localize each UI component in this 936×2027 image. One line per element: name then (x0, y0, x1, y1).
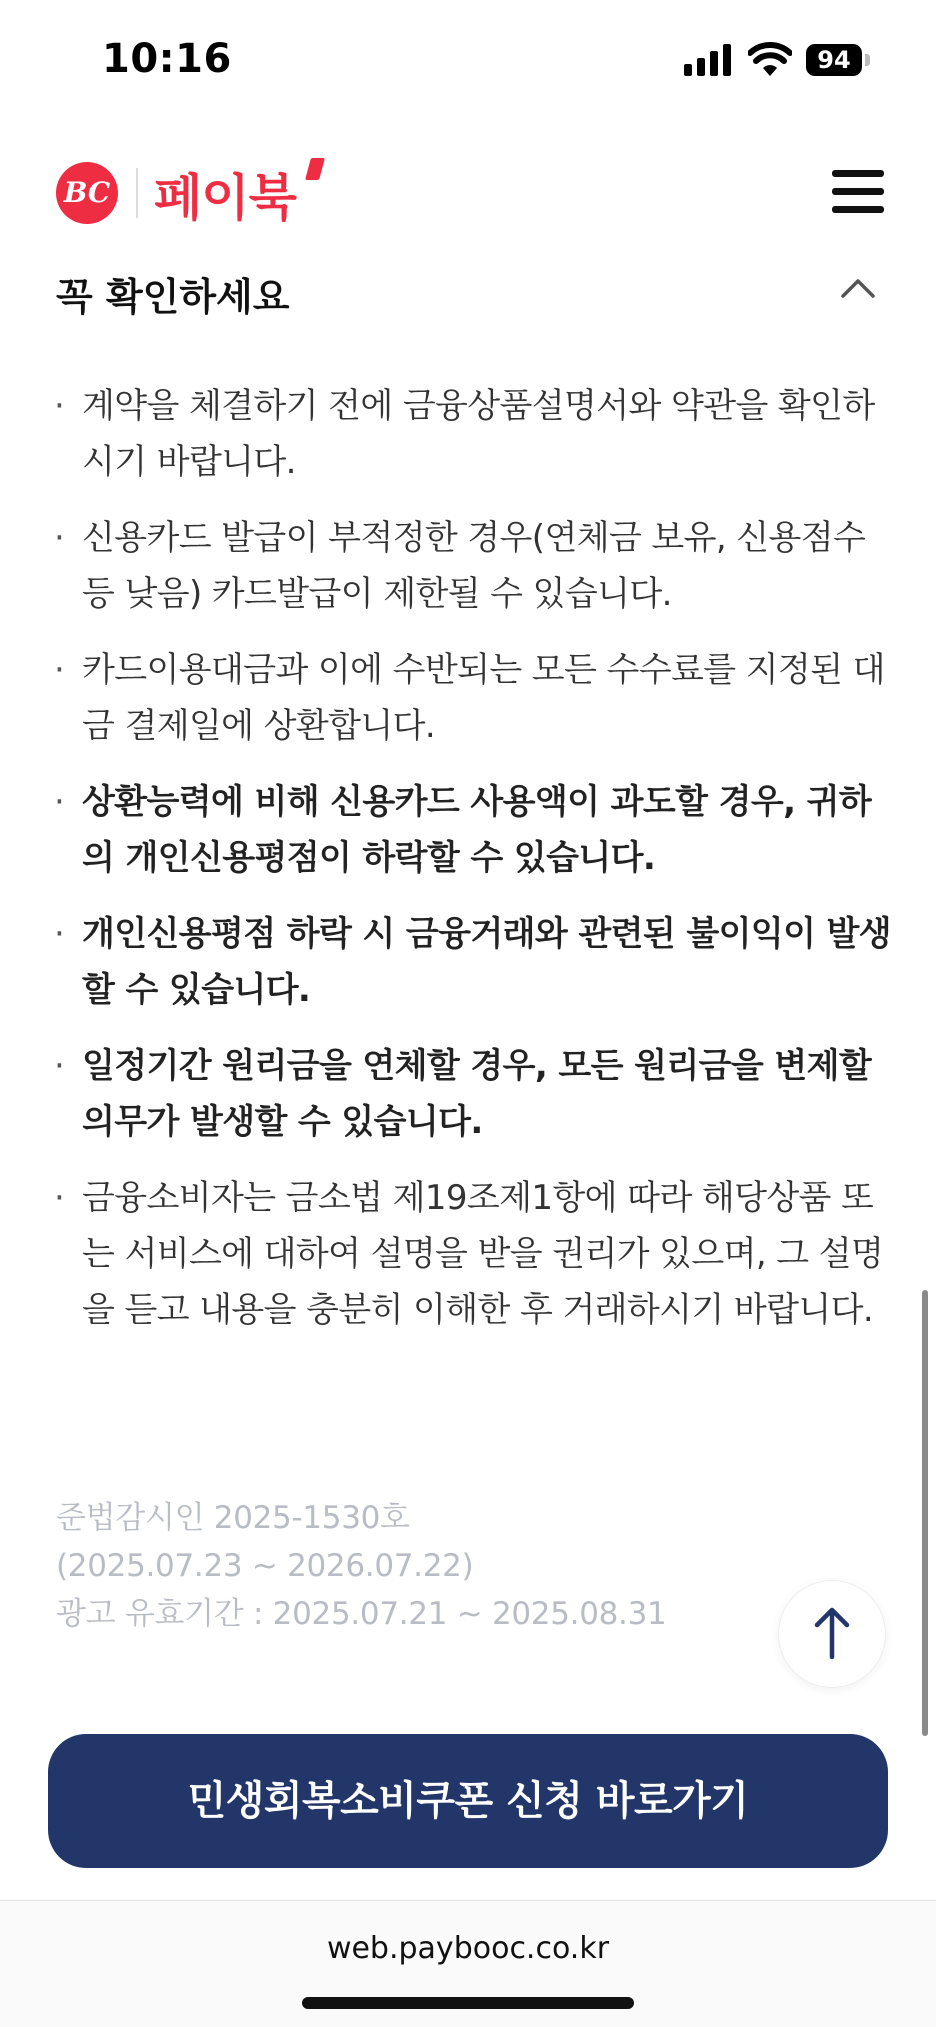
notice-item (52, 642, 892, 754)
notice-item (52, 906, 892, 1018)
bullet-marker: · (54, 650, 65, 690)
notice-item (52, 1170, 892, 1338)
cellular-signal-icon (684, 42, 732, 78)
notice-text: 금융소비자는 금소법 제19조제1항에 따라 해당상품 또는 서비스에 대하여 설명을 받을 권리가 있으며, 그 설명을 듣고 내용을 충분히 이해한 후 거래하시기 바랍니다. (82, 1178, 884, 1330)
wifi-icon (748, 42, 792, 78)
notice-text: 개인신용평점 하락 시 금융거래와 관련된 불이익이 발생할 수 있습니다. (82, 914, 892, 1010)
url-text[interactable]: web.paybooc.co.kr (326, 1931, 610, 1966)
notice-section-header[interactable] (0, 262, 936, 322)
brand-logo-text[interactable]: 페이북 (154, 169, 296, 227)
bullet-marker: · (54, 1046, 65, 1086)
section-title: 꼭 확인하세요 (56, 275, 290, 319)
app-header (0, 140, 936, 240)
home-indicator[interactable] (302, 1997, 634, 2009)
arrow-up-icon (812, 1605, 852, 1661)
chevron-up-icon[interactable] (840, 276, 876, 300)
notice-item (52, 378, 892, 490)
notice-text: 카드이용대금과 이에 수반되는 모든 수수료를 지정된 대금 결제일에 상환합니다. (82, 650, 885, 746)
apply-coupon-button[interactable]: 민생회복소비쿠폰 신청 바로가기 (48, 1734, 888, 1868)
bullet-marker: · (54, 386, 65, 426)
bullet-marker: · (54, 1178, 65, 1218)
scrollbar[interactable] (922, 1290, 928, 1736)
notice-text: 상환능력에 비해 신용카드 사용액이 과도할 경우, 귀하의 개인신용평점이 하락할 수 있습니다. (82, 782, 872, 878)
browser-bar (0, 1900, 936, 2027)
hamburger-icon[interactable] (832, 170, 884, 214)
notice-item (52, 510, 892, 622)
logo-accent (305, 158, 325, 180)
approval-number: 준법감시인 2025-1530호 (56, 1500, 410, 1536)
logo-divider (136, 168, 138, 218)
battery-icon (806, 44, 872, 76)
notice-item (52, 1038, 892, 1150)
scroll-top-button[interactable] (778, 1580, 886, 1688)
notice-text: 신용카드 발급이 부적정한 경우(연체금 보유, 신용점수 등 낮음) 카드발급이 제한될 수 있습니다. (82, 518, 866, 614)
bullet-marker: · (54, 782, 65, 822)
notice-text: 일정기간 원리금을 연체할 경우, 모든 원리금을 변제할 의무가 발생할 수 있습니다. (82, 1046, 872, 1142)
notice-text: 계약을 체결하기 전에 금융상품설명서와 약관을 확인하시기 바랍니다. (82, 386, 875, 482)
bullet-marker: · (54, 914, 65, 954)
status-bar (0, 0, 936, 120)
ad-validity-period: 광고 유효기간 : 2025.07.21 ~ 2025.08.31 (56, 1596, 667, 1632)
bullet-marker: · (54, 518, 65, 558)
status-time: 10:16 (102, 36, 232, 82)
notice-item (52, 774, 892, 886)
approval-info (56, 1494, 666, 1638)
bc-logo[interactable]: BC (56, 162, 118, 224)
battery-level: 94 (806, 44, 862, 76)
notice-list (52, 378, 892, 1358)
approval-period: (2025.07.23 ~ 2026.07.22) (56, 1548, 474, 1584)
